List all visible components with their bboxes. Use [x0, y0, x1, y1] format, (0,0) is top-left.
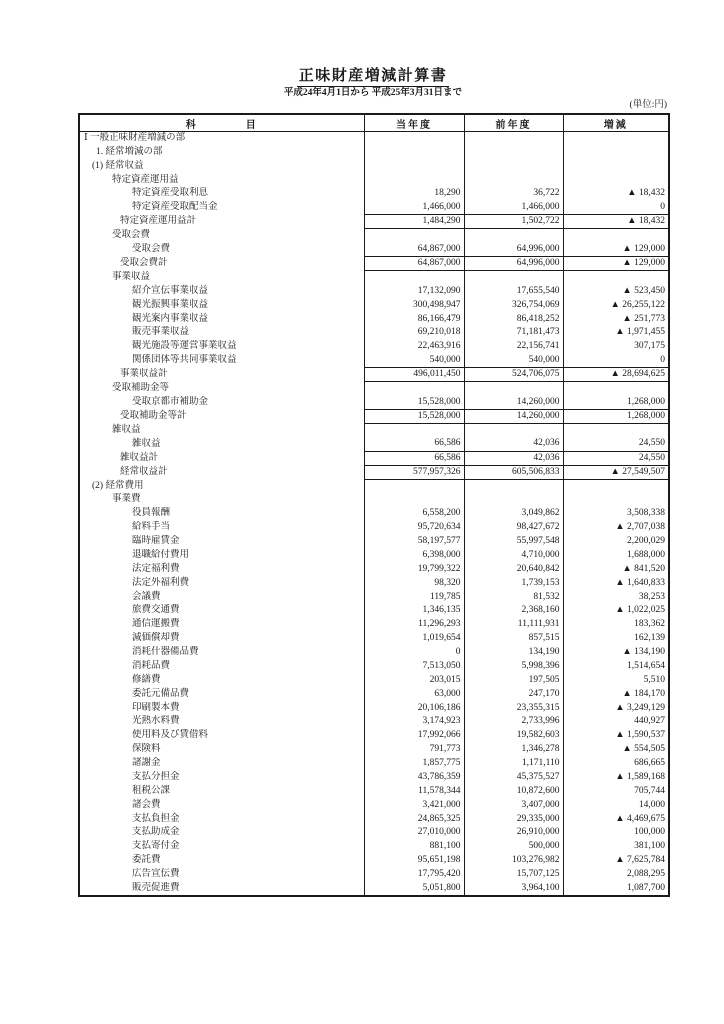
- current-year-value: 27,010,000: [364, 826, 464, 840]
- table-row: [79, 493, 669, 507]
- previous-year-value: 540,000: [464, 354, 563, 368]
- previous-year-value: 3,964,100: [464, 882, 563, 896]
- change-value: 2,088,295: [563, 868, 669, 882]
- row-label: 観光案内事業収益: [79, 312, 364, 326]
- current-year-value: 1,484,290: [364, 215, 464, 229]
- previous-year-value: 42,036: [464, 437, 563, 451]
- table-row: [79, 660, 669, 674]
- previous-year-value: 26,910,000: [464, 826, 563, 840]
- table-row: [79, 632, 669, 646]
- change-value: 381,100: [563, 840, 669, 854]
- row-label: 通信運搬費: [79, 618, 364, 632]
- table-row: [79, 812, 669, 826]
- current-year-value: 11,578,344: [364, 784, 464, 798]
- current-year-value: [364, 423, 464, 437]
- current-year-value: [364, 145, 464, 159]
- previous-year-value: 247,170: [464, 687, 563, 701]
- table-row: [79, 298, 669, 312]
- change-value: 38,253: [563, 590, 669, 604]
- row-label: 経常収益計: [79, 465, 364, 479]
- change-value: ▲ 134,190: [563, 646, 669, 660]
- table-row: [79, 729, 669, 743]
- change-value: ▲ 4,469,675: [563, 812, 669, 826]
- previous-year-value: 71,181,473: [464, 326, 563, 340]
- current-year-value: [364, 271, 464, 285]
- table-row: [79, 145, 669, 159]
- previous-year-value: [464, 159, 563, 173]
- row-label: 諸謝金: [79, 757, 364, 771]
- previous-year-value: 64,996,000: [464, 243, 563, 257]
- change-value: ▲ 27,549,507: [563, 465, 669, 479]
- row-label: 広告宣伝費: [79, 868, 364, 882]
- table-row: [79, 562, 669, 576]
- previous-year-value: 45,375,527: [464, 771, 563, 785]
- previous-year-value: [464, 479, 563, 493]
- table-row: [79, 229, 669, 243]
- previous-year-value: 14,260,000: [464, 396, 563, 410]
- previous-year-value: [464, 145, 563, 159]
- table-row: [79, 715, 669, 729]
- row-label: 委託費: [79, 854, 364, 868]
- previous-year-value: 20,640,842: [464, 562, 563, 576]
- table-row: [79, 201, 669, 215]
- change-value: ▲ 1,590,537: [563, 729, 669, 743]
- change-value: 307,175: [563, 340, 669, 354]
- table-row: [79, 423, 669, 437]
- current-year-value: 63,000: [364, 687, 464, 701]
- row-label: 法定外福利費: [79, 576, 364, 590]
- table-row: [79, 257, 669, 271]
- row-label: 会議費: [79, 590, 364, 604]
- column-header-change: 増減: [563, 114, 669, 132]
- change-value: ▲ 1,971,455: [563, 326, 669, 340]
- current-year-value: 11,296,293: [364, 618, 464, 632]
- current-year-value: 540,000: [364, 354, 464, 368]
- row-label: 給料手当: [79, 521, 364, 535]
- row-label: 受取会費計: [79, 257, 364, 271]
- table-header-row: [79, 114, 669, 132]
- change-value: ▲ 251,773: [563, 312, 669, 326]
- net-assets-statement-table: [78, 113, 670, 897]
- table-row: [79, 409, 669, 423]
- row-label: 減価償却費: [79, 632, 364, 646]
- change-value: 440,927: [563, 715, 669, 729]
- change-value: [563, 493, 669, 507]
- table-row: [79, 368, 669, 382]
- table-row: [79, 840, 669, 854]
- table-row: [79, 743, 669, 757]
- row-label: 使用料及び賃借料: [79, 729, 364, 743]
- current-year-value: 24,865,325: [364, 812, 464, 826]
- previous-year-value: [464, 173, 563, 187]
- table-row: [79, 326, 669, 340]
- previous-year-value: [464, 132, 563, 146]
- previous-year-value: 500,000: [464, 840, 563, 854]
- row-label: 事業費: [79, 493, 364, 507]
- current-year-value: 17,992,066: [364, 729, 464, 743]
- change-value: 0: [563, 201, 669, 215]
- row-label: 観光施設等運営事業収益: [79, 340, 364, 354]
- previous-year-value: 11,111,931: [464, 618, 563, 632]
- previous-year-value: 86,418,252: [464, 312, 563, 326]
- table-row: [79, 618, 669, 632]
- table-row: [79, 173, 669, 187]
- table-body: [79, 132, 669, 896]
- table-row: [79, 284, 669, 298]
- row-label: 支払寄付金: [79, 840, 364, 854]
- previous-year-value: 64,996,000: [464, 257, 563, 271]
- row-label: 観光振興事業収益: [79, 298, 364, 312]
- unit-label: (単位:円): [629, 100, 667, 110]
- table-row: [79, 771, 669, 785]
- change-value: 100,000: [563, 826, 669, 840]
- table-row: [79, 826, 669, 840]
- row-label: 特定資産運用益計: [79, 215, 364, 229]
- previous-year-value: 1,171,110: [464, 757, 563, 771]
- change-value: ▲ 26,255,122: [563, 298, 669, 312]
- table-row: [79, 868, 669, 882]
- change-value: ▲ 7,625,784: [563, 854, 669, 868]
- current-year-value: 203,015: [364, 673, 464, 687]
- row-label: (1) 経常収益: [79, 159, 364, 173]
- table-row: [79, 479, 669, 493]
- previous-year-value: 81,532: [464, 590, 563, 604]
- change-value: 3,508,338: [563, 507, 669, 521]
- change-value: 2,200,029: [563, 535, 669, 549]
- period-subtitle: 平成24年4月1日から 平成25年3月31日まで: [283, 88, 463, 98]
- column-header-item: 科 目: [79, 114, 364, 132]
- change-value: 1,087,700: [563, 882, 669, 896]
- change-value: ▲ 129,000: [563, 257, 669, 271]
- table-row: [79, 604, 669, 618]
- row-label: 特定資産運用益: [79, 173, 364, 187]
- row-label: 受取補助金等計: [79, 409, 364, 423]
- previous-year-value: 55,997,548: [464, 535, 563, 549]
- table-row: [79, 382, 669, 396]
- current-year-value: 58,197,577: [364, 535, 464, 549]
- current-year-value: 881,100: [364, 840, 464, 854]
- previous-year-value: 23,355,315: [464, 701, 563, 715]
- row-label: 印刷製本費: [79, 701, 364, 715]
- change-value: 1,268,000: [563, 409, 669, 423]
- previous-year-value: 1,466,000: [464, 201, 563, 215]
- previous-year-value: 22,156,741: [464, 340, 563, 354]
- row-label: 旅費交通費: [79, 604, 364, 618]
- change-value: 1,268,000: [563, 396, 669, 410]
- table-row: [79, 701, 669, 715]
- previous-year-value: 29,335,000: [464, 812, 563, 826]
- table-row: [79, 243, 669, 257]
- row-label: 受取京都市補助金: [79, 396, 364, 410]
- current-year-value: 5,051,800: [364, 882, 464, 896]
- change-value: ▲ 841,520: [563, 562, 669, 576]
- previous-year-value: 1,502,722: [464, 215, 563, 229]
- current-year-value: 3,174,923: [364, 715, 464, 729]
- current-year-value: 0: [364, 646, 464, 660]
- table-row: [79, 187, 669, 201]
- row-label: 支払分担金: [79, 771, 364, 785]
- previous-year-value: 3,407,000: [464, 798, 563, 812]
- previous-year-value: [464, 493, 563, 507]
- previous-year-value: 36,722: [464, 187, 563, 201]
- current-year-value: 95,720,634: [364, 521, 464, 535]
- row-label: 受取会費: [79, 243, 364, 257]
- current-year-value: [364, 479, 464, 493]
- current-year-value: 6,558,200: [364, 507, 464, 521]
- row-label: 販売事業収益: [79, 326, 364, 340]
- row-label: 事業収益: [79, 271, 364, 285]
- current-year-value: 1,019,654: [364, 632, 464, 646]
- row-label: 雑収益: [79, 437, 364, 451]
- current-year-value: 66,586: [364, 451, 464, 465]
- change-value: ▲ 2,707,038: [563, 521, 669, 535]
- row-label: 消耗品費: [79, 660, 364, 674]
- previous-year-value: 3,049,862: [464, 507, 563, 521]
- change-value: 24,550: [563, 437, 669, 451]
- table-row: [79, 549, 669, 563]
- previous-year-value: 2,368,160: [464, 604, 563, 618]
- current-year-value: [364, 132, 464, 146]
- change-value: [563, 271, 669, 285]
- previous-year-value: 19,582,603: [464, 729, 563, 743]
- table-row: [79, 784, 669, 798]
- current-year-value: 95,651,198: [364, 854, 464, 868]
- current-year-value: 7,513,050: [364, 660, 464, 674]
- previous-year-value: 10,872,600: [464, 784, 563, 798]
- row-label: 修繕費: [79, 673, 364, 687]
- current-year-value: 17,795,420: [364, 868, 464, 882]
- current-year-value: 119,785: [364, 590, 464, 604]
- change-value: [563, 382, 669, 396]
- previous-year-value: 14,260,000: [464, 409, 563, 423]
- row-label: 支払助成金: [79, 826, 364, 840]
- change-value: [563, 132, 669, 146]
- change-value: 24,550: [563, 451, 669, 465]
- current-year-value: 1,857,775: [364, 757, 464, 771]
- current-year-value: 3,421,000: [364, 798, 464, 812]
- current-year-value: [364, 229, 464, 243]
- table-row: [79, 646, 669, 660]
- change-value: ▲ 523,450: [563, 284, 669, 298]
- current-year-value: 17,132,090: [364, 284, 464, 298]
- change-value: 0: [563, 354, 669, 368]
- change-value: ▲ 129,000: [563, 243, 669, 257]
- current-year-value: 20,106,186: [364, 701, 464, 715]
- change-value: ▲ 18,432: [563, 187, 669, 201]
- current-year-value: 1,466,000: [364, 201, 464, 215]
- previous-year-value: 605,506,833: [464, 465, 563, 479]
- current-year-value: 64,867,000: [364, 243, 464, 257]
- row-label: 光熱水料費: [79, 715, 364, 729]
- row-label: 受取補助金等: [79, 382, 364, 396]
- change-value: 183,362: [563, 618, 669, 632]
- table-row: [79, 451, 669, 465]
- previous-year-value: 134,190: [464, 646, 563, 660]
- previous-year-value: [464, 423, 563, 437]
- change-value: 1,514,654: [563, 660, 669, 674]
- current-year-value: 18,290: [364, 187, 464, 201]
- current-year-value: 6,398,000: [364, 549, 464, 563]
- row-label: 支払負担金: [79, 812, 364, 826]
- previous-year-value: 42,036: [464, 451, 563, 465]
- change-value: 14,000: [563, 798, 669, 812]
- current-year-value: 69,210,018: [364, 326, 464, 340]
- table-row: [79, 590, 669, 604]
- row-label: 租税公課: [79, 784, 364, 798]
- change-value: ▲ 184,170: [563, 687, 669, 701]
- previous-year-value: 15,707,125: [464, 868, 563, 882]
- row-label: 特定資産受取配当金: [79, 201, 364, 215]
- table-row: [79, 465, 669, 479]
- change-value: ▲ 1,589,168: [563, 771, 669, 785]
- current-year-value: 300,498,947: [364, 298, 464, 312]
- current-year-value: [364, 382, 464, 396]
- change-value: ▲ 1,022,025: [563, 604, 669, 618]
- change-value: 686,665: [563, 757, 669, 771]
- previous-year-value: 1,739,153: [464, 576, 563, 590]
- previous-year-value: 2,733,996: [464, 715, 563, 729]
- current-year-value: 22,463,916: [364, 340, 464, 354]
- row-label: 受取会費: [79, 229, 364, 243]
- table-row: [79, 396, 669, 410]
- previous-year-value: 524,706,075: [464, 368, 563, 382]
- row-label: 販売促進費: [79, 882, 364, 896]
- previous-year-value: 17,655,540: [464, 284, 563, 298]
- row-label: 1. 経常増減の部: [79, 145, 364, 159]
- current-year-value: 19,799,322: [364, 562, 464, 576]
- table-row: [79, 271, 669, 285]
- current-year-value: 791,773: [364, 743, 464, 757]
- table-row: [79, 673, 669, 687]
- change-value: [563, 479, 669, 493]
- change-value: ▲ 18,432: [563, 215, 669, 229]
- row-label: 事業収益計: [79, 368, 364, 382]
- previous-year-value: 103,276,982: [464, 854, 563, 868]
- change-value: 1,688,000: [563, 549, 669, 563]
- previous-year-value: [464, 271, 563, 285]
- current-year-value: [364, 493, 464, 507]
- change-value: ▲ 28,694,625: [563, 368, 669, 382]
- previous-year-value: 98,427,672: [464, 521, 563, 535]
- row-label: 特定資産受取利息: [79, 187, 364, 201]
- change-value: [563, 423, 669, 437]
- previous-year-value: [464, 382, 563, 396]
- current-year-value: [364, 173, 464, 187]
- current-year-value: 66,586: [364, 437, 464, 451]
- change-value: [563, 229, 669, 243]
- table-row: [79, 507, 669, 521]
- row-label: (2) 経常費用: [79, 479, 364, 493]
- current-year-value: [364, 159, 464, 173]
- statement-document: [78, 0, 668, 897]
- current-year-value: 15,528,000: [364, 396, 464, 410]
- row-label: 紹介宣伝事業収益: [79, 284, 364, 298]
- table-row: [79, 159, 669, 173]
- row-label: 雑収益: [79, 423, 364, 437]
- previous-year-value: 4,710,000: [464, 549, 563, 563]
- table-row: [79, 354, 669, 368]
- change-value: ▲ 1,640,833: [563, 576, 669, 590]
- table-row: [79, 576, 669, 590]
- table-row: [79, 882, 669, 896]
- current-year-value: 577,957,326: [364, 465, 464, 479]
- row-label: 諸会費: [79, 798, 364, 812]
- change-value: [563, 145, 669, 159]
- column-header-current: 当年度: [364, 114, 464, 132]
- change-value: 5,510: [563, 673, 669, 687]
- change-value: ▲ 3,249,129: [563, 701, 669, 715]
- current-year-value: 64,867,000: [364, 257, 464, 271]
- current-year-value: 496,011,450: [364, 368, 464, 382]
- previous-year-value: 197,505: [464, 673, 563, 687]
- previous-year-value: 326,754,069: [464, 298, 563, 312]
- table-row: [79, 798, 669, 812]
- table-row: [79, 215, 669, 229]
- previous-year-value: 857,515: [464, 632, 563, 646]
- row-label: 退職給付費用: [79, 549, 364, 563]
- row-label: 保険料: [79, 743, 364, 757]
- column-header-previous: 前年度: [464, 114, 563, 132]
- change-value: 705,744: [563, 784, 669, 798]
- previous-year-value: [464, 229, 563, 243]
- change-value: [563, 159, 669, 173]
- table-row: [79, 854, 669, 868]
- table-row: [79, 437, 669, 451]
- current-year-value: 86,166,479: [364, 312, 464, 326]
- row-label: 雑収益計: [79, 451, 364, 465]
- row-label: 役員報酬: [79, 507, 364, 521]
- row-label: 関係団体等共同事業収益: [79, 354, 364, 368]
- row-label: Ⅰ 一般正味財産増減の部: [79, 132, 364, 146]
- change-value: 162,139: [563, 632, 669, 646]
- table-row: [79, 687, 669, 701]
- table-row: [79, 312, 669, 326]
- table-row: [79, 132, 669, 146]
- current-year-value: 98,320: [364, 576, 464, 590]
- row-label: 法定福利費: [79, 562, 364, 576]
- change-value: ▲ 554,505: [563, 743, 669, 757]
- table-row: [79, 521, 669, 535]
- current-year-value: 43,786,359: [364, 771, 464, 785]
- table-row: [79, 757, 669, 771]
- row-label: 臨時雇賃金: [79, 535, 364, 549]
- current-year-value: 1,346,135: [364, 604, 464, 618]
- row-label: 消耗什器備品費: [79, 646, 364, 660]
- previous-year-value: 5,998,396: [464, 660, 563, 674]
- table-row: [79, 340, 669, 354]
- row-label: 委託元備品費: [79, 687, 364, 701]
- current-year-value: 15,528,000: [364, 409, 464, 423]
- table-row: [79, 535, 669, 549]
- change-value: [563, 173, 669, 187]
- page-title: 正味財産増減計算書: [297, 68, 450, 87]
- previous-year-value: 1,346,278: [464, 743, 563, 757]
